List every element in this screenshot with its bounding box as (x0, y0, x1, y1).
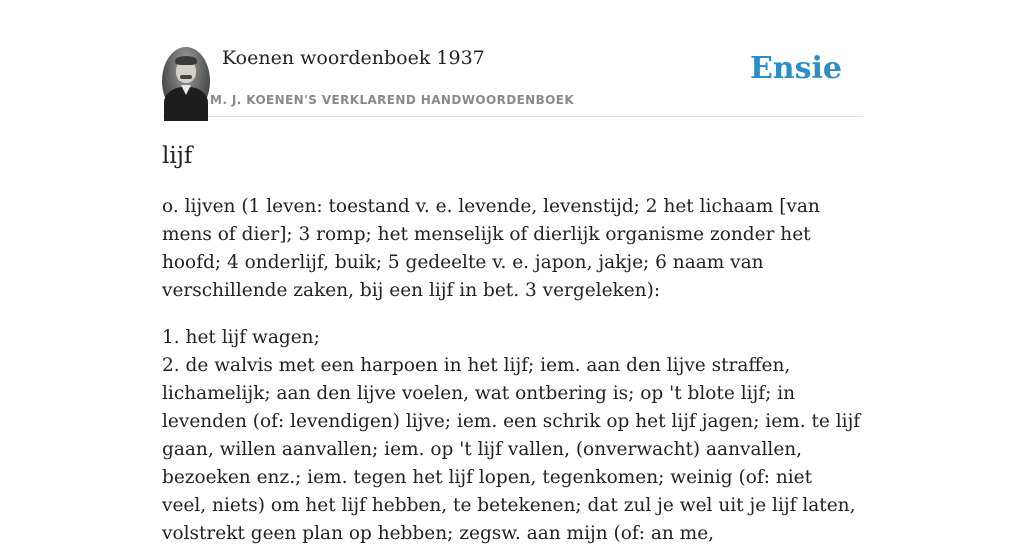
ensie-logo-link[interactable]: Ensie (749, 51, 842, 86)
example-item: 2. de walvis met een harpoen in het lijf; iem. aan den lijve straffen, lichamelijk; aan den lijve voelen, wat ontbering is; op 't blote lijf; in levenden (of: levendigen) lijve; iem. een schrik op het lijf jagen; iem. te lijf gaan, willen aanvallen; iem. op 't lijf vallen, (onverwacht) aanvallen, bezoeken enz.; iem. tegen het lijf lopen, tegenkomen; weinig (of: niet veel, niets) om het lijf hebben, te betekenen; dat zul je wel uit je lijf laten, volstrekt geen plan op hebben; zegsw. aan mijn (of: an me, (162, 355, 861, 544)
entry-headword: lijf (162, 143, 193, 169)
dictionary-title[interactable]: Koenen woordenboek 1937 (222, 47, 485, 69)
entry-definition: o. lijven (1 leven: toestand v. e. levende, levenstijd; 2 het lichaam [van mens of dier]; 3 romp; het menselijk of dierlijk organisme zonder het hoofd; 4 onderlijf, buik; 5 gedeelte v. e. japon, jakje; 6 naam van verschillende zaken, bij een lijf in bet. 3 vergeleken): (162, 196, 820, 301)
portrait-mustache (180, 75, 192, 79)
dictionary-header (162, 0, 862, 117)
page (162, 0, 862, 548)
author-portrait (162, 47, 210, 115)
portrait-hair (175, 56, 197, 65)
dictionary-subtitle: M. J. KOENEN'S VERKLAREND HANDWOORDENBOEK (210, 93, 575, 107)
entry-examples (162, 324, 862, 548)
example-item: 1. het lijf wagen; (162, 327, 320, 348)
